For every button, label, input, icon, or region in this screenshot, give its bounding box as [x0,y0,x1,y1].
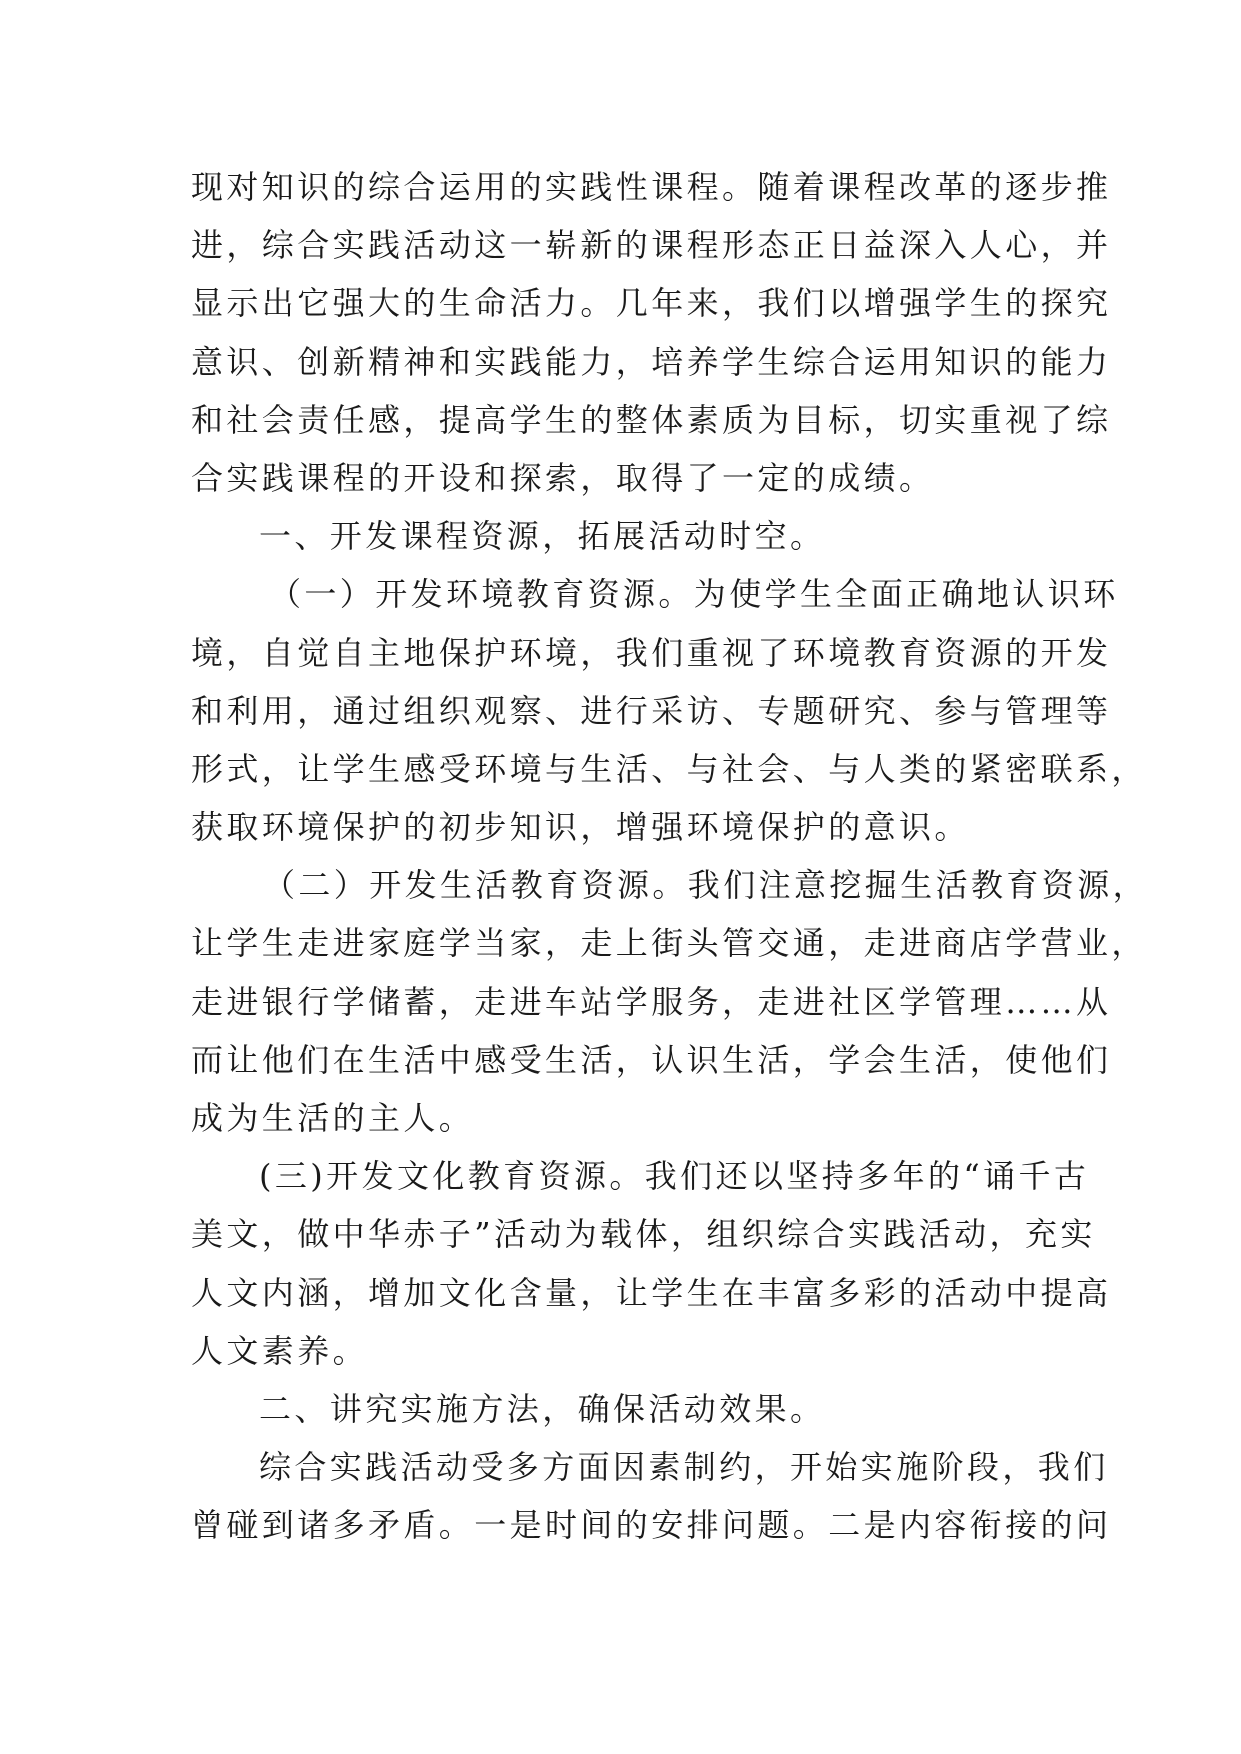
section-heading: 二、讲究实施方法，确保活动效果。 [259,1389,826,1428]
text-line: 获取环境保护的初步知识，增强环境保护的意识。 [191,808,970,847]
text-line: 人文内涵，增加文化含量，让学生在丰富多彩的活动中提高 [191,1273,1112,1312]
text-line: 成为生活的主人。 [191,1099,475,1137]
text-line: 合实践课程的开设和探索，取得了一定的成绩。 [191,458,935,497]
text-line: 美文，做中华赤子”活动为载体，组织综合实践活动，充实 [191,1215,1096,1254]
text-line: 走进银行学储蓄，走进车站学服务，走进社区学管理……从 [191,982,1112,1021]
text-line: 显示出它强大的生命活力。几年来，我们以增强学生的探究 [191,284,1112,323]
text-line: 意识、创新精神和实践能力，培养学生综合运用知识的能力 [191,342,1112,381]
text-line: 而让他们在生活中感受生活，认识生活，学会生活，使他们 [191,1040,1112,1079]
body-text [191,158,1149,1555]
text-line: 曾碰到诸多矛盾。一是时间的安排问题。二是内容衔接的问 [191,1506,1112,1545]
text-line: 形式，让学生感受环境与生活、与社会、与人类的紧密联系， [191,749,1147,788]
subsection-first-line: (三)开发文化教育资源。我们还以坚持多年的“诵千古 [259,1157,1090,1196]
subsection-first-line: （二）开发生活教育资源。我们注意挖掘生活教育资源， [263,866,1149,905]
section-heading: 一、开发课程资源，拓展活动时空。 [259,517,826,556]
text-line: 人文素养。 [191,1331,369,1370]
text-line: 现对知识的综合运用的实践性课程。随着课程改革的逐步推 [191,168,1112,206]
paragraph-first-line: 综合实践活动受多方面因素制约，开始实施阶段，我们 [259,1448,1109,1487]
text-line: 和社会责任感，提高学生的整体素质为目标，切实重视了综 [191,400,1112,439]
text-line: 进，综合实践活动这一崭新的课程形态正日益深入人心，并 [191,226,1112,265]
text-line: 境，自觉自主地保护环境，我们重视了环境教育资源的开发 [191,633,1112,672]
subsection-first-line: （一）开发环境教育资源。为使学生全面正确地认识环 [269,575,1119,614]
text-line: 让学生走进家庭学当家，走上街头管交通，走进商店学营业， [191,924,1147,963]
text-line: 和利用，通过组织观察、进行采访、专题研究、参与管理等 [191,691,1112,730]
